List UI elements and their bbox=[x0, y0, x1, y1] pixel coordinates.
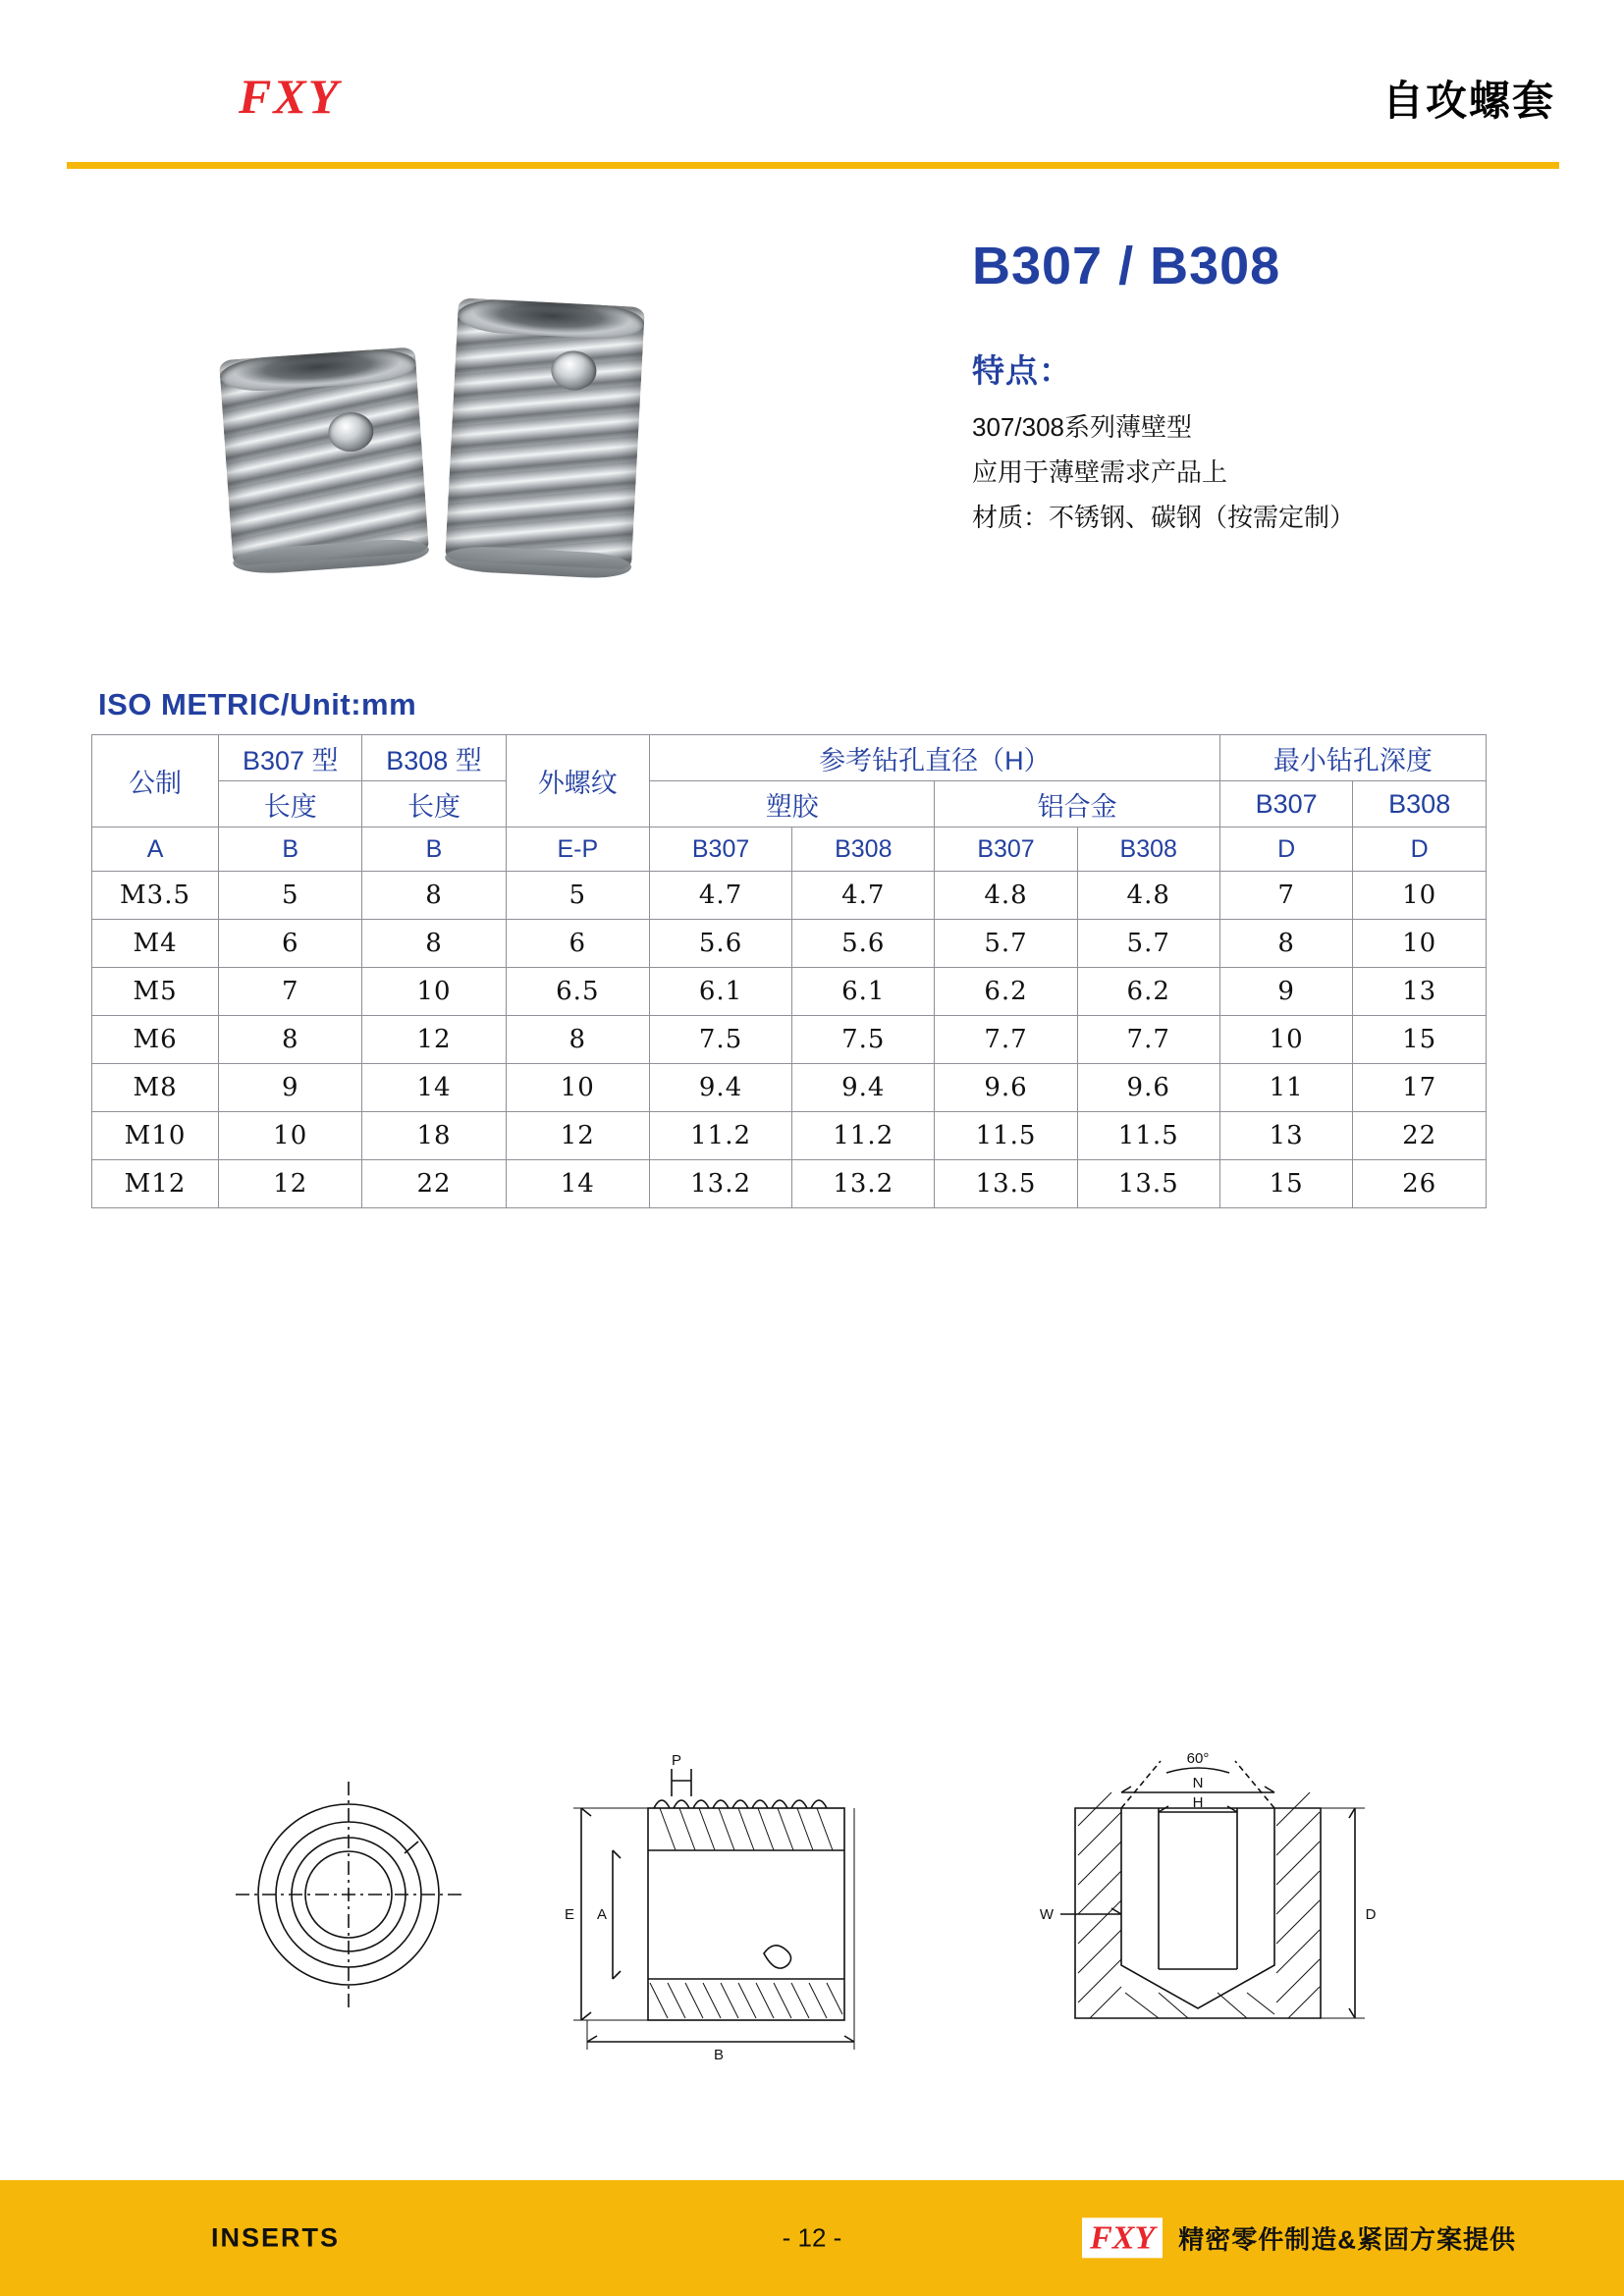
cell: 10 bbox=[219, 1112, 362, 1160]
cell: 10 bbox=[1353, 872, 1487, 920]
cell: 13 bbox=[1219, 1112, 1353, 1160]
cell: 7.5 bbox=[649, 1016, 791, 1064]
cell: 7.7 bbox=[935, 1016, 1077, 1064]
cell: 6.2 bbox=[935, 968, 1077, 1016]
cell: 4.7 bbox=[792, 872, 935, 920]
page-number: - 12 - bbox=[782, 2222, 842, 2253]
cell: M5 bbox=[92, 968, 219, 1016]
brand-logo-text: FXY bbox=[239, 69, 341, 124]
product-photo bbox=[206, 265, 795, 589]
cell: M4 bbox=[92, 920, 219, 968]
cell: 4.8 bbox=[1077, 872, 1219, 920]
th-symbol: B bbox=[362, 828, 506, 872]
label-a: A bbox=[596, 1906, 608, 1923]
table-row bbox=[92, 1016, 1487, 1064]
cell: 5 bbox=[219, 872, 362, 920]
th-drill-diameter: 参考钻孔直径（H） bbox=[649, 735, 1219, 781]
spec-table bbox=[91, 734, 1487, 1208]
cell: 10 bbox=[362, 968, 506, 1016]
page-title: 自攻螺套 bbox=[1381, 78, 1555, 124]
cell: M3.5 bbox=[92, 872, 219, 920]
drawings-svg bbox=[177, 1747, 1473, 2061]
table-row bbox=[92, 968, 1487, 1016]
cell: 5.7 bbox=[1077, 920, 1219, 968]
cell: 14 bbox=[362, 1064, 506, 1112]
cell: M8 bbox=[92, 1064, 219, 1112]
cell: 11.5 bbox=[935, 1112, 1077, 1160]
cell: 11 bbox=[1219, 1064, 1353, 1112]
table-row bbox=[92, 1064, 1487, 1112]
cell: 6.2 bbox=[1077, 968, 1219, 1016]
drawing-top-view bbox=[236, 1782, 461, 2007]
th-symbol: D bbox=[1219, 828, 1353, 872]
th-symbol: A bbox=[92, 828, 219, 872]
feature-list bbox=[972, 404, 1355, 540]
cell: 13.2 bbox=[792, 1160, 935, 1208]
th-b308-length-2: 长度 bbox=[362, 781, 506, 828]
th-metric: 公制 bbox=[92, 735, 219, 828]
brand-logo bbox=[239, 69, 341, 124]
cell: 5.6 bbox=[792, 920, 935, 968]
cell: M10 bbox=[92, 1112, 219, 1160]
insert-side-hole bbox=[327, 410, 375, 453]
cell: 8 bbox=[219, 1016, 362, 1064]
table-row bbox=[92, 1112, 1487, 1160]
th-aluminum: 铝合金 bbox=[935, 781, 1219, 828]
page-header bbox=[0, 0, 1624, 179]
cell: 15 bbox=[1353, 1016, 1487, 1064]
cell: 12 bbox=[219, 1160, 362, 1208]
cell: 7 bbox=[1219, 872, 1353, 920]
cell: 8 bbox=[362, 872, 506, 920]
footer-slogan: 精密零件制造&紧固方案提供 bbox=[1178, 2224, 1516, 2255]
th-symbol: B308 bbox=[792, 828, 935, 872]
cell: 10 bbox=[1353, 920, 1487, 968]
th-symbol: B307 bbox=[649, 828, 791, 872]
th-symbol: B bbox=[219, 828, 362, 872]
footer-logo-text: FXY bbox=[1082, 2217, 1163, 2258]
table-caption: ISO METRIC/Unit:mm bbox=[98, 687, 417, 721]
cell: 7.5 bbox=[792, 1016, 935, 1064]
cell: 9.6 bbox=[1077, 1064, 1219, 1112]
cell: 14 bbox=[506, 1160, 649, 1208]
label-angle: 60° bbox=[1186, 1750, 1210, 1767]
feature-heading: 特点： bbox=[972, 352, 1072, 389]
cell: 4.8 bbox=[935, 872, 1077, 920]
footer-brand bbox=[1082, 2217, 1516, 2258]
cell: 26 bbox=[1353, 1160, 1487, 1208]
cell: 11.2 bbox=[649, 1112, 791, 1160]
cell: 4.7 bbox=[649, 872, 791, 920]
cell: 18 bbox=[362, 1112, 506, 1160]
cell: 8 bbox=[506, 1016, 649, 1064]
label-e: E bbox=[564, 1906, 575, 1923]
label-w: W bbox=[1039, 1906, 1055, 1923]
th-b308-length-1: B308 型 bbox=[362, 735, 506, 781]
label-n: N bbox=[1192, 1775, 1204, 1791]
cell: 5 bbox=[506, 872, 649, 920]
cell: 13.5 bbox=[935, 1160, 1077, 1208]
cell: 12 bbox=[506, 1112, 649, 1160]
cell: 10 bbox=[1219, 1016, 1353, 1064]
th-min-drill-depth: 最小钻孔深度 bbox=[1219, 735, 1486, 781]
cell: 9.6 bbox=[935, 1064, 1077, 1112]
cell: 7.7 bbox=[1077, 1016, 1219, 1064]
cell: 15 bbox=[1219, 1160, 1353, 1208]
cell: 10 bbox=[506, 1064, 649, 1112]
cell: 13.5 bbox=[1077, 1160, 1219, 1208]
feature-line: 材质：不锈钢、碳钢（按需定制） bbox=[972, 503, 1356, 532]
cell: 8 bbox=[362, 920, 506, 968]
label-pitch: P bbox=[671, 1752, 682, 1769]
product-model-title: B307 / B308 bbox=[972, 237, 1281, 295]
cell: 6.1 bbox=[792, 968, 935, 1016]
th-symbol: D bbox=[1353, 828, 1487, 872]
th-b307-length-2: 长度 bbox=[219, 781, 362, 828]
cell: 5.7 bbox=[935, 920, 1077, 968]
cell: 13 bbox=[1353, 968, 1487, 1016]
cell: 6 bbox=[219, 920, 362, 968]
drawing-side-section bbox=[573, 1769, 854, 2050]
drawing-drill-hole bbox=[1060, 1761, 1365, 2018]
label-d: D bbox=[1365, 1906, 1377, 1923]
cell: 22 bbox=[1353, 1112, 1487, 1160]
table-row bbox=[92, 920, 1487, 968]
label-b: B bbox=[713, 2047, 725, 2061]
th-depth-b307: B307 bbox=[1219, 781, 1353, 828]
feature-line: 应用于薄壁需求产品上 bbox=[972, 457, 1228, 487]
cell: 8 bbox=[1219, 920, 1353, 968]
cell: 6 bbox=[506, 920, 649, 968]
cell: 6.5 bbox=[506, 968, 649, 1016]
cell: 9 bbox=[1219, 968, 1353, 1016]
header-divider bbox=[67, 162, 1559, 169]
cell: M6 bbox=[92, 1016, 219, 1064]
cell: 13.2 bbox=[649, 1160, 791, 1208]
footer-category: INSERTS bbox=[211, 2222, 341, 2253]
th-symbol: E-P bbox=[506, 828, 649, 872]
cell: 9.4 bbox=[649, 1064, 791, 1112]
label-h: H bbox=[1192, 1794, 1204, 1811]
th-symbol: B308 bbox=[1077, 828, 1219, 872]
th-external-thread: 外螺纹 bbox=[506, 735, 649, 828]
th-b307-length-1: B307 型 bbox=[219, 735, 362, 781]
cell: M12 bbox=[92, 1160, 219, 1208]
cell: 5.6 bbox=[649, 920, 791, 968]
feature-line: 307/308系列薄壁型 bbox=[972, 412, 1192, 442]
technical-drawings bbox=[177, 1747, 1473, 2061]
table-row bbox=[92, 1160, 1487, 1208]
cell: 22 bbox=[362, 1160, 506, 1208]
insert-side-hole bbox=[550, 349, 597, 391]
th-plastic: 塑胶 bbox=[649, 781, 934, 828]
th-depth-b308: B308 bbox=[1353, 781, 1487, 828]
cell: 11.5 bbox=[1077, 1112, 1219, 1160]
table-row bbox=[92, 872, 1487, 920]
threaded-insert-right-image bbox=[445, 297, 645, 570]
page-footer bbox=[0, 2180, 1624, 2296]
cell: 11.2 bbox=[792, 1112, 935, 1160]
cell: 9.4 bbox=[792, 1064, 935, 1112]
cell: 6.1 bbox=[649, 968, 791, 1016]
th-symbol: B307 bbox=[935, 828, 1077, 872]
cell: 12 bbox=[362, 1016, 506, 1064]
cell: 7 bbox=[219, 968, 362, 1016]
cell: 17 bbox=[1353, 1064, 1487, 1112]
threaded-insert-left-image bbox=[219, 347, 429, 565]
cell: 9 bbox=[219, 1064, 362, 1112]
